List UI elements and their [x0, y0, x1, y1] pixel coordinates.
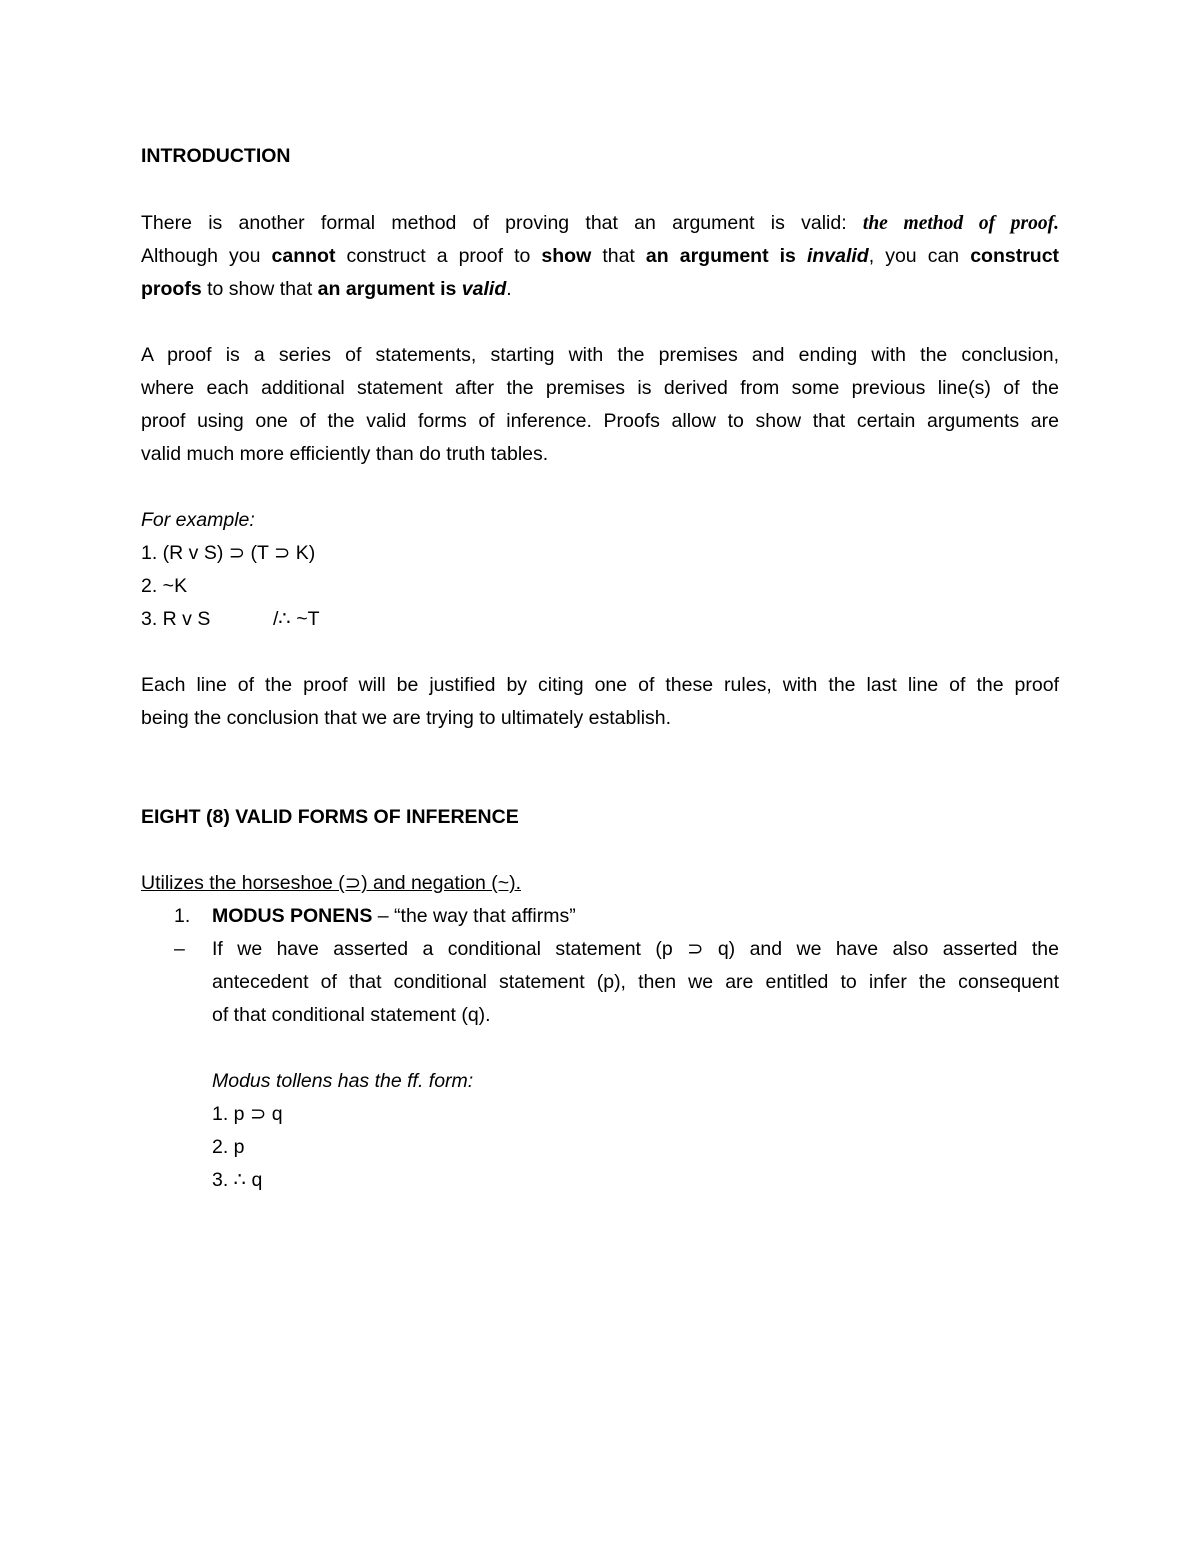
intro-p1-line3 — [141, 273, 512, 306]
method-of-proof-term: the method of proof. — [862, 213, 1060, 234]
form-line-1: 1. p ⊃ q — [212, 1103, 283, 1125]
intro-p1-line1 — [141, 207, 1059, 240]
emphasis-invalid: invalid — [806, 245, 869, 267]
intro-p2-line3: proof using one of the valid forms of inference. Proofs allow to show that certain arguments are — [141, 410, 1059, 432]
form-line-2: 2. p — [212, 1136, 245, 1158]
forms-heading: EIGHT (8) VALID FORMS OF INFERENCE — [141, 806, 519, 828]
intro-p3-line2: being the conclusion that we are trying to ultimately establish. — [141, 707, 672, 729]
emphasis-show: show — [541, 245, 592, 267]
intro-text: Although you — [141, 245, 261, 267]
emphasis-cannot: cannot — [271, 245, 336, 267]
intro-p2-line2: where each additional statement after the premises is derived from some previous line(s) of the — [141, 377, 1059, 399]
example-label: For example: — [141, 509, 255, 531]
example-line-1: 1. (R v S) ⊃ (T ⊃ K) — [141, 542, 316, 564]
intro-text: There is another formal method of proving that an argument is valid: — [141, 212, 847, 234]
intro-heading: INTRODUCTION — [141, 145, 291, 167]
item1-dash: – — [174, 938, 185, 960]
form-label: Modus tollens has the ff. form: — [212, 1070, 474, 1092]
intro-p2-line1: A proof is a series of statements, starting with the premises and ending with the conclusion, — [141, 344, 1059, 366]
emphasis-valid: valid — [461, 278, 507, 300]
modus-ponens-desc: – “the way that affirms” — [372, 905, 576, 927]
emphasis-argument: an argument is — [645, 245, 796, 267]
example-line-3 — [141, 603, 320, 636]
item1-text-line2: antecedent of that conditional statement (p), then we are entitled to infer the consequent — [212, 971, 1059, 993]
intro-p2-line4: valid much more efficiently than do truth tables. — [141, 443, 549, 465]
intro-p1-line2 — [141, 240, 1059, 273]
emphasis-construct: construct — [970, 245, 1060, 267]
intro-text: construct a proof to — [346, 245, 531, 267]
item1-title — [212, 900, 576, 933]
item1-text-line3: of that conditional statement (q). — [212, 1004, 491, 1026]
modus-ponens-name: MODUS PONENS — [212, 905, 373, 927]
item1-text-line1: If we have asserted a conditional statement (p ⊃ q) and we have also asserted the — [212, 938, 1059, 960]
example-line-2: 2. ~K — [141, 575, 188, 597]
form-line-3: 3. ∴ q — [212, 1169, 263, 1191]
premise-3: 3. R v S — [141, 608, 211, 630]
intro-text: . — [506, 278, 512, 300]
intro-p3-line1: Each line of the proof will be justified by citing one of these rules, with the last line of the proof — [141, 674, 1059, 696]
item1-number: 1. — [174, 905, 191, 927]
example-conclusion: /∴ ~T — [273, 608, 320, 630]
forms-subheading: Utilizes the horseshoe (⊃) and negation (~). — [141, 872, 521, 894]
emphasis-argument: an argument is — [317, 278, 457, 300]
emphasis-proofs: proofs — [141, 278, 202, 300]
intro-text: to show that — [207, 278, 313, 300]
intro-text: , you can — [868, 245, 960, 267]
intro-text: that — [602, 245, 635, 267]
